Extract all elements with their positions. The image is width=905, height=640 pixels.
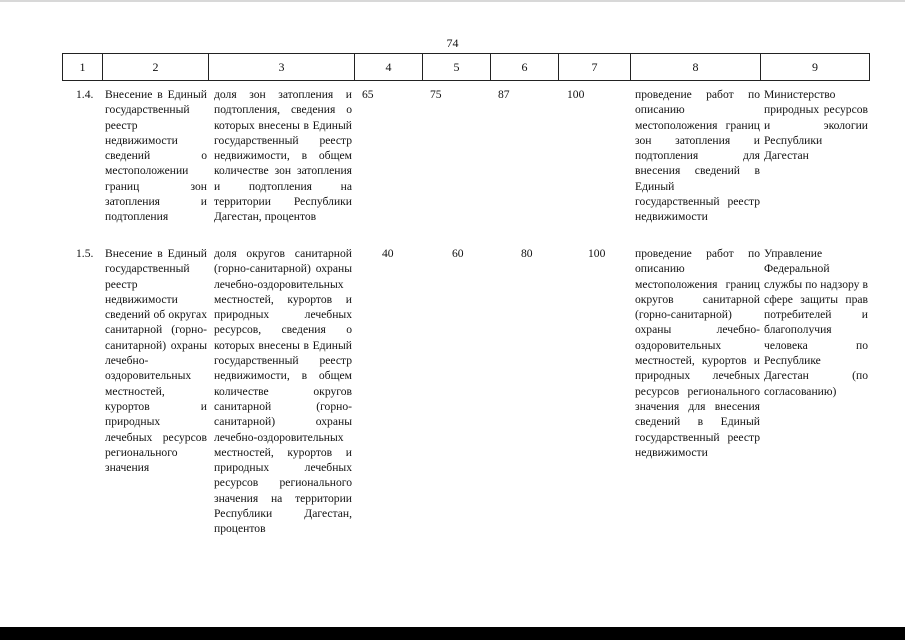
header-cell: 3 <box>208 54 354 80</box>
value-col-7: 100 <box>567 88 585 101</box>
scan-bottom-band <box>0 627 905 640</box>
activity-description: проведение работ по описанию местоположения границ зон затопления и подтопления для внесения сведений в Единый государственный реестр недвижимости <box>635 88 760 224</box>
header-cell: 9 <box>760 54 870 80</box>
value-col-6: 80 <box>521 247 533 260</box>
indicator-description: доля округов санитарной (горно-санитарной) охраны лечебно-оздоровительных местностей, курортов и природных лечебных ресурсов, сведения о которых внесены в Единый государственный реестр недвижимости, в общем количестве округов санитарной (горно-санитарной) охраны лечебно-оздоровительных местностей, курортов и природных лечебных ресурсов регионального значения на территории Республики Дагестан, процентов <box>214 247 352 536</box>
value-col-5: 60 <box>452 247 464 260</box>
data-table <box>62 53 870 546</box>
page-number: 74 <box>446 36 459 50</box>
measure-name: Внесение в Единый государственный реестр недвижимости сведений об округах санитарной (горно-санитарной) охраны лечебно-оздоровительных местностей, курортов и природных лечебных ресурсов регионального значения <box>105 247 207 475</box>
row-number: 1.4. <box>76 88 94 101</box>
responsible-body: Министерство природных ресурсов и экологии Республики Дагестан <box>764 88 868 163</box>
header-cell: 1 <box>62 54 102 80</box>
table-row <box>62 87 870 246</box>
responsible-body: Управление Федеральной службы по надзору в сфере защиты прав потребителей и благополучия человека по Республике Дагестан (по согласованию) <box>764 247 868 398</box>
table-row <box>62 246 870 546</box>
header-cell: 8 <box>630 54 760 80</box>
value-col-7: 100 <box>588 247 606 260</box>
header-cell: 5 <box>422 54 490 80</box>
measure-name: Внесение в Единый государственный реестр недвижимости сведений о местоположении границ зон затопления и подтопления <box>105 88 207 224</box>
activity-description: проведение работ по описанию местоположения границ округов санитарной (горно-санитарной) охраны лечебно-оздоровительных местностей, курортов и природных лечебных ресурсов регионального значения для внесения сведений в Единый государственный реестр недвижимости <box>635 247 760 459</box>
top-rule <box>0 0 905 2</box>
value-col-6: 87 <box>498 88 510 101</box>
header-cell: 4 <box>354 54 422 80</box>
header-cell: 6 <box>490 54 558 80</box>
value-col-5: 75 <box>430 88 442 101</box>
value-col-4: 65 <box>362 88 374 101</box>
value-col-4: 40 <box>382 247 394 260</box>
indicator-description: доля зон затопления и подтопления, сведения о которых внесены в Единый государственный реестр недвижимости, в общем количестве зон затопления и подтопления на территории Республики Дагестан, процентов <box>214 88 352 224</box>
row-number: 1.5. <box>76 247 94 260</box>
header-cell: 7 <box>558 54 630 80</box>
header-cell: 2 <box>102 54 208 80</box>
table-header-row <box>62 54 870 81</box>
